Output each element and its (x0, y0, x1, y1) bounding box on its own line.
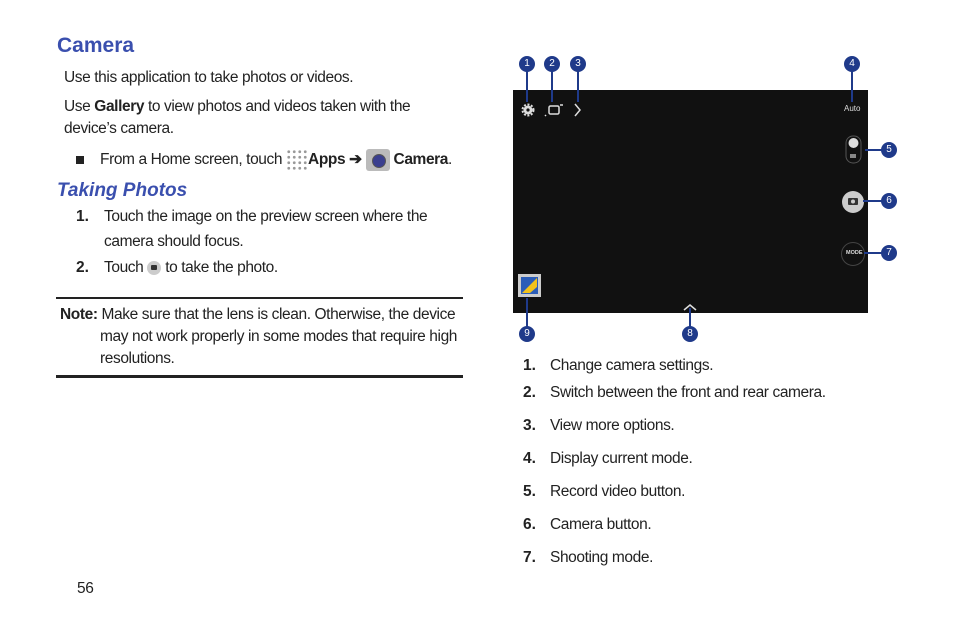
legend-text: Shooting mode. (550, 549, 653, 566)
legend-number: 1. (523, 357, 536, 374)
callout-4: 4 (844, 56, 860, 72)
current-mode-label: Auto (844, 104, 861, 113)
settings-gear-icon[interactable] (523, 105, 534, 116)
legend-text: Display current mode. (550, 450, 693, 467)
switch-camera-icon[interactable] (545, 105, 563, 116)
note-line-2: may not work properly in some modes that require high (100, 328, 458, 345)
more-options-chevron-icon[interactable] (575, 104, 580, 116)
apps-grid-icon (286, 149, 308, 171)
section-heading: Taking Photos (57, 180, 188, 201)
shutter-icon (147, 261, 161, 275)
callout-9: 9 (519, 326, 535, 342)
note-line-1: Note: Make sure that the lens is clean. Otherwise, the device (60, 306, 456, 323)
step-text: Touch to take the photo. (104, 259, 278, 276)
callout-7: 7 (881, 245, 897, 261)
legend-number: 5. (523, 483, 536, 500)
note-line-3: resolutions. (100, 350, 175, 367)
gallery-text: Use Gallery to view photos and videos taken with the (64, 98, 411, 115)
bullet-item: From a Home screen, touch Apps ➔ Camera. (76, 149, 452, 171)
note-bottom-rule (56, 375, 463, 378)
legend-text: Change camera settings. (550, 357, 714, 374)
legend-number: 6. (523, 516, 536, 533)
gallery-thumbnail[interactable] (518, 274, 541, 297)
camera-video-toggle[interactable] (846, 136, 861, 163)
gallery-text-2: device’s camera. (64, 120, 174, 137)
callout-8: 8 (682, 326, 698, 342)
callout-3: 3 (570, 56, 586, 72)
legend-text: View more options. (550, 417, 675, 434)
camera-shutter-button[interactable] (842, 191, 864, 213)
legend-text: Camera button. (550, 516, 652, 533)
callout-2: 2 (544, 56, 560, 72)
page-title: Camera (57, 34, 135, 57)
legend-text: Switch between the front and rear camera. (550, 384, 826, 401)
page-number: 56 (77, 580, 94, 597)
bullet-icon (76, 156, 84, 164)
camera-app-icon (366, 149, 390, 171)
step-text: Touch the image on the preview screen where the (104, 208, 428, 225)
callout-1: 1 (519, 56, 535, 72)
step-text: camera should focus. (104, 233, 244, 250)
legend-text: Record video button. (550, 483, 686, 500)
step-number: 1. (76, 208, 89, 225)
legend-number: 2. (523, 384, 536, 401)
legend-number: 4. (523, 450, 536, 467)
step-number: 2. (76, 259, 89, 276)
callout-6: 6 (881, 193, 897, 209)
note-top-rule (56, 297, 463, 299)
legend-number: 7. (523, 549, 536, 566)
callout-5: 5 (881, 142, 897, 158)
legend-number: 3. (523, 417, 536, 434)
mode-button-label: MODE (846, 250, 863, 256)
intro-text: Use this application to take photos or videos. (64, 69, 354, 86)
expand-up-chevron-icon[interactable] (684, 305, 696, 310)
camera-preview-screen[interactable] (513, 90, 868, 313)
